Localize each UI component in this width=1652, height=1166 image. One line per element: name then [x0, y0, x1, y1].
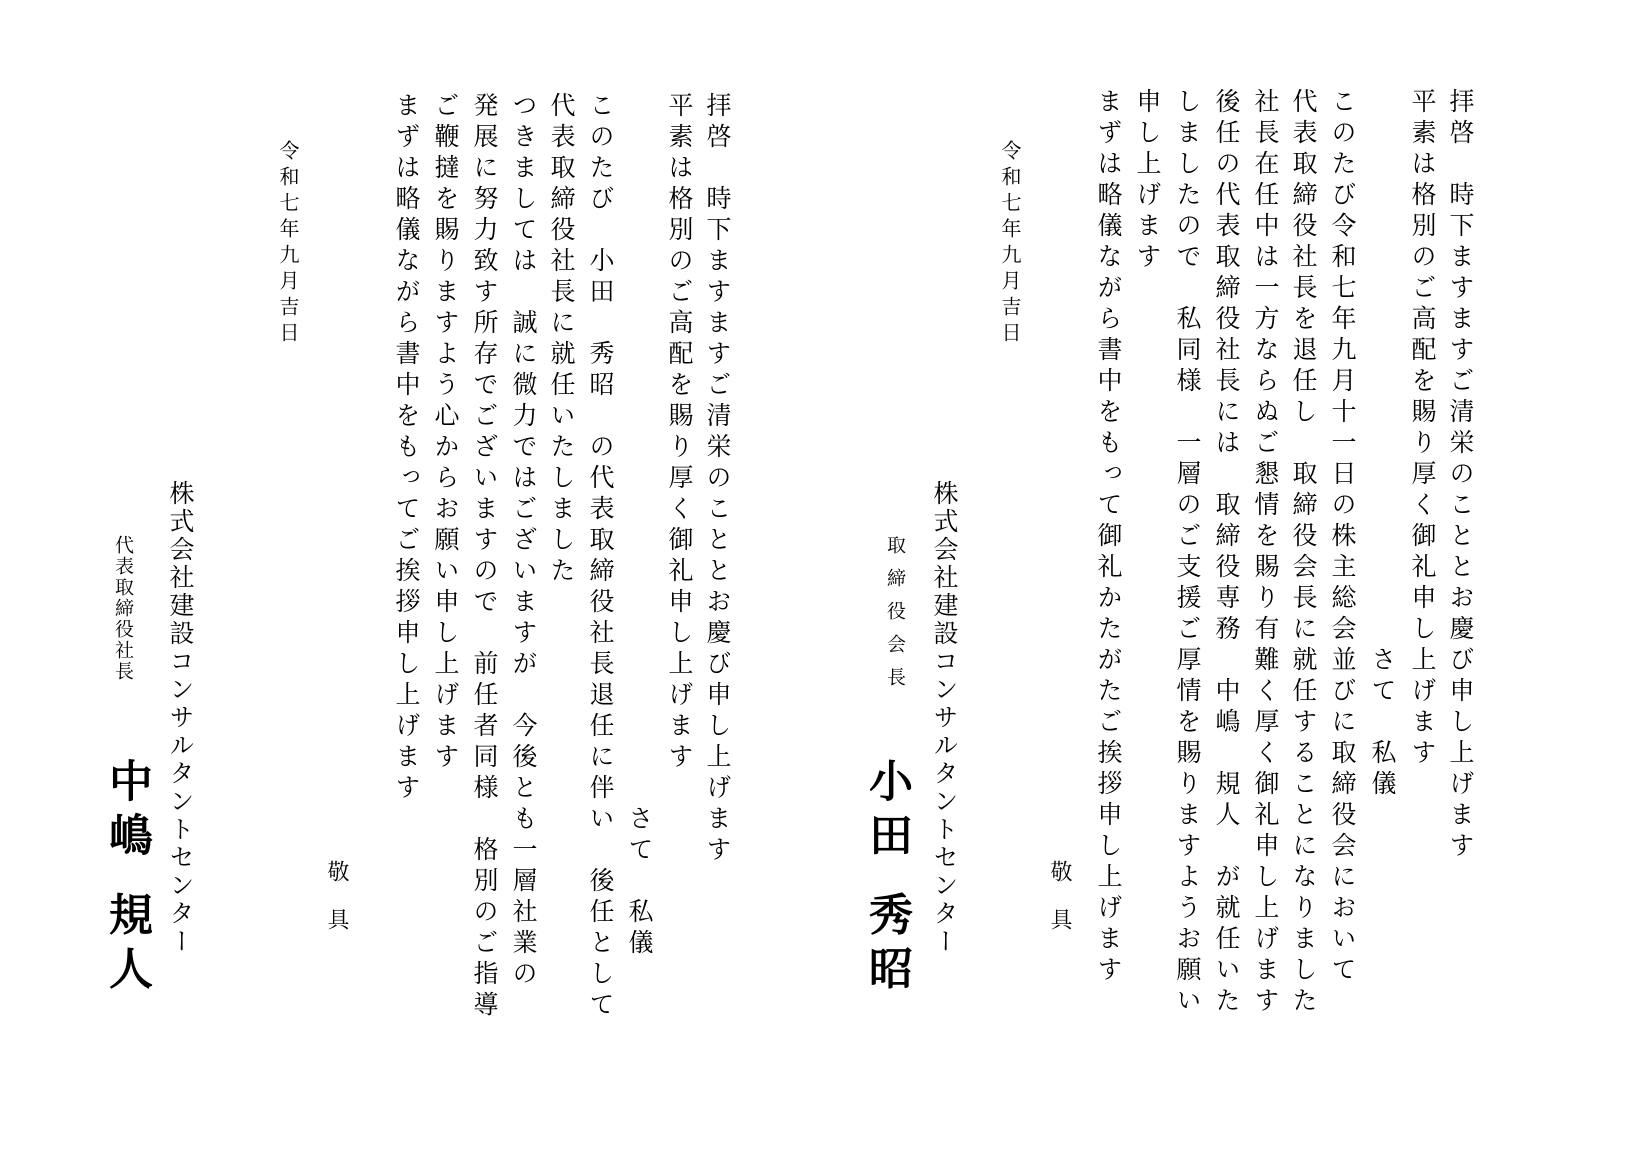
left-letter-date: 令和七年九月吉日	[276, 140, 300, 348]
left-letter-title: 代表取締役社長	[112, 535, 134, 682]
left-letter-line: 代表取締役社長に就任いたしました	[547, 92, 576, 588]
left-letter-line: 平素は格別のご高配を賜り厚く御礼申し上げます	[665, 92, 694, 774]
left-letter-line: さて 私儀	[625, 92, 654, 960]
left-letter-signatory-name: 中嶋 規人	[101, 758, 152, 1000]
right-letter-line: 申し上げます	[1133, 88, 1162, 274]
right-letter-line: このたび令和七年九月十一日の株主総会並びに取締役会において	[1328, 88, 1357, 987]
right-letter-line: さて 私儀	[1368, 88, 1397, 801]
left-letter-company: 株式会社建設コンサルタントセンター	[166, 480, 195, 956]
right-letter-closing: 敬具	[1047, 860, 1072, 956]
right-letter-line: 平素は格別のご高配を賜り厚く御礼申し上げます	[1408, 88, 1437, 770]
left-letter-line: ご鞭撻を賜りますよう心からお願い申し上げます	[431, 92, 460, 774]
left-letter-line: このたび 小田 秀昭 の代表取締役社長退任に伴い 後任として	[586, 92, 615, 1022]
right-letter-line: まずは略儀ながら書中をもって御礼かたがたご挨拶申し上げます	[1094, 88, 1123, 987]
right-letter-line: 社長在任中は一方ならぬご懇情を賜り有難く厚く御礼申し上げます	[1251, 88, 1280, 1018]
right-letter-date: 令和七年九月吉日	[998, 140, 1022, 348]
left-letter-line: つきましては 誠に微力ではございますが 今後とも一層社業の	[509, 92, 538, 991]
right-letter-line: 後任の代表取締役社長には 取締役専務 中嶋 規人 が就任いた	[1212, 88, 1241, 1018]
left-letter-line: 発展に努力致す所存でございますので 前任者同様 格別のご指導	[470, 92, 499, 1022]
right-letter-line: しましたので 私同様 一層のご支援ご厚情を賜りますようお願い	[1173, 88, 1202, 1018]
left-letter-closing: 敬具	[324, 860, 349, 956]
right-letter-signatory-name: 小田 秀昭	[861, 758, 912, 1000]
left-letter-line: まずは略儀ながら書中をもってご挨拶申し上げます	[392, 92, 421, 805]
right-letter-line: 拝啓 時下ますますご清栄のこととお慶び申し上げます	[1446, 88, 1475, 863]
right-letter-line: 代表取締役社長を退任し 取締役会長に就任することになりました	[1289, 88, 1318, 1018]
left-letter-line: 拝啓 時下ますますご清栄のこととお慶び申し上げます	[703, 92, 732, 867]
right-letter-title: 取締役会長	[884, 535, 906, 700]
right-letter-company: 株式会社建設コンサルタントセンター	[930, 480, 959, 956]
